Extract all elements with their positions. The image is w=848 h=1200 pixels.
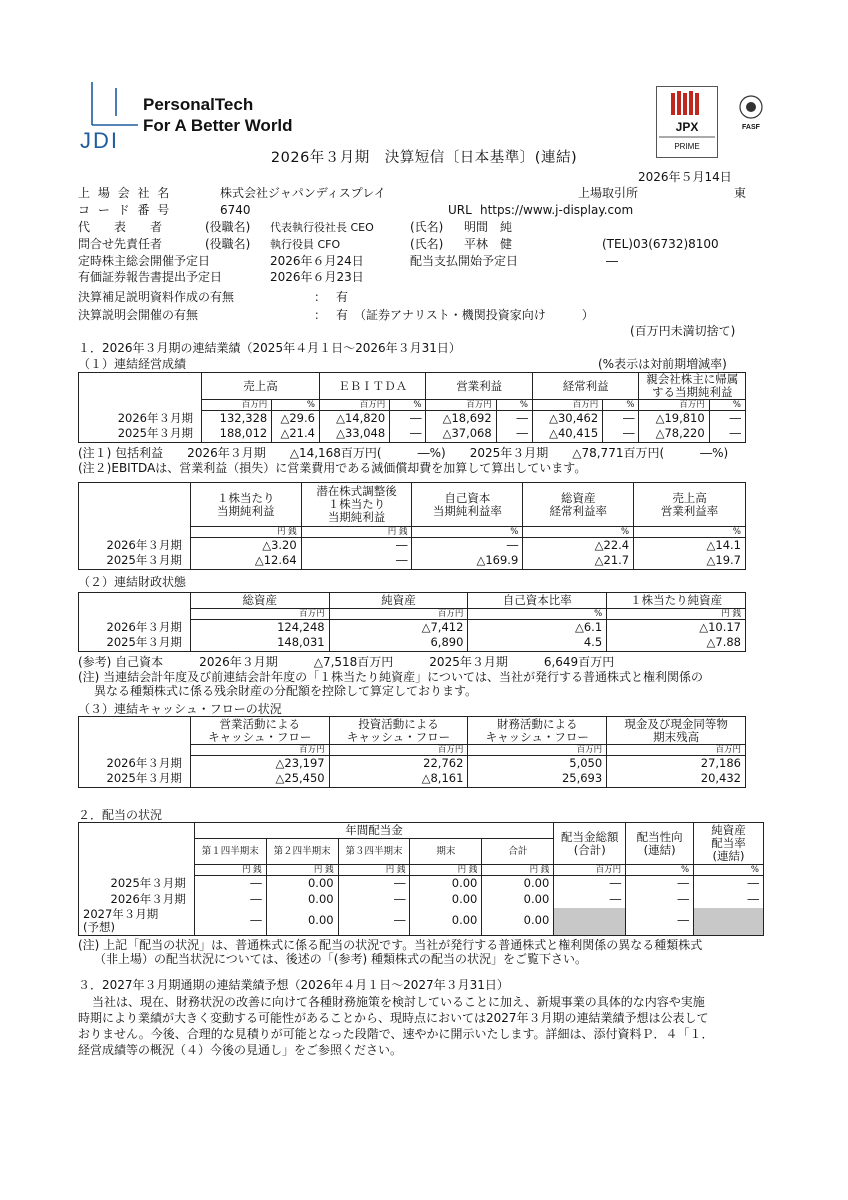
- unit-label: %: [523, 527, 634, 538]
- table-cell: ―: [496, 411, 532, 427]
- jdi-logo: [80, 80, 140, 150]
- table-cell: △30,462: [532, 411, 602, 427]
- table-cell: 25,693: [468, 772, 607, 788]
- th-total-assets: 総資産: [190, 593, 329, 609]
- row-label: 2025年３月期: [79, 427, 202, 443]
- jpx-prime-logo: [656, 86, 718, 158]
- logo-tagline: [143, 94, 293, 136]
- agm-date: 2026年６月24日: [270, 254, 364, 268]
- table-cell: △7.88: [607, 636, 746, 652]
- table-cell: ―: [301, 538, 412, 554]
- row-label: 2026年３月期: [79, 756, 191, 772]
- th-investing-cf: 投資活動による キャッシュ・フロー: [329, 717, 468, 745]
- corner-cell: [79, 373, 202, 411]
- table-cell: ―: [694, 892, 764, 908]
- section1-2-sub: （２）連結財政状態: [78, 575, 187, 589]
- section3-title: ３．2027年３月期通期の連結業績予想（2026年４月１日～2027年３月31日）: [78, 978, 509, 992]
- table-row: [79, 892, 764, 908]
- tel: (TEL)03(6732)8100: [602, 237, 719, 251]
- operating-results-table: [78, 372, 746, 443]
- table-cell: △29.6: [272, 411, 320, 427]
- brief-value: 有 （証券アナリスト・機関投資家向け ）: [336, 308, 594, 322]
- company-name: 株式会社ジャパンディスプレイ: [220, 186, 386, 200]
- th-payout-ratio: 配当性向 (連結): [626, 823, 694, 865]
- forecast-para-2: 時期により業績が大きく変動する可能性があることから、現時点においては2027年３月期の連結業績予想は公表して: [78, 1011, 709, 1025]
- unit-label: %: [390, 400, 426, 411]
- contact-label: 問合せ先責任者: [78, 237, 163, 251]
- th-diluted-eps: 潜在株式調整後 １株当たり 当期純利益: [301, 483, 412, 527]
- report-date-value: 2026年６月23日: [270, 270, 364, 284]
- table-cell: ―: [194, 908, 266, 936]
- corner-cell: [79, 593, 191, 620]
- fasf-label: FASF: [742, 124, 760, 131]
- th-op-margin: 売上高 営業利益率: [634, 483, 746, 527]
- url-label: URL: [448, 203, 472, 217]
- brief-label: 決算説明会開催の有無: [78, 308, 199, 322]
- th-q3: 第３四半期末: [338, 839, 410, 865]
- table-cell: ―: [603, 411, 639, 427]
- table-cell: ―: [412, 538, 523, 554]
- th-eps: １株当たり 当期純利益: [190, 483, 301, 527]
- unit-label: 百万円: [190, 745, 329, 756]
- url-link[interactable]: https://www.j-display.com: [480, 203, 634, 217]
- th-dividend-on-equity: 純資産 配当率 (連結): [694, 823, 764, 865]
- table-cell: △7,412: [329, 620, 468, 636]
- unit-label: 円 銭: [607, 609, 746, 620]
- unit-label: 百万円: [554, 865, 626, 876]
- table-cell: 132,328: [201, 411, 271, 427]
- table-cell: △6.1: [468, 620, 607, 636]
- row-label: 2025年３月期: [79, 554, 191, 570]
- table-row: [79, 427, 746, 443]
- table-row: [79, 756, 746, 772]
- row-label: 2026年３月期: [79, 411, 202, 427]
- rounding-note: (百万円未満切捨て): [630, 324, 736, 338]
- section1-3-sub: （３）連結キャッシュ・フローの状況: [78, 702, 282, 716]
- unit-label: 円 銭: [266, 865, 338, 876]
- table-cell: △22.4: [523, 538, 634, 554]
- unit-label: 円 銭: [338, 865, 410, 876]
- table-cell: 0.00: [410, 908, 482, 936]
- table-cell: ―: [390, 427, 426, 443]
- fasf-logo: [736, 94, 766, 132]
- page-title: 2026年３月期 決算短信〔日本基準〕(連結): [270, 150, 578, 166]
- table-cell: 0.00: [266, 892, 338, 908]
- table-cell: ―: [496, 427, 532, 443]
- th-sales: 売上高: [201, 373, 319, 400]
- unit-label: 百万円: [639, 400, 709, 411]
- unit-label: 百万円: [329, 745, 468, 756]
- th-roa: 総資産 経常利益率: [523, 483, 634, 527]
- table-row: [79, 554, 746, 570]
- code: 6740: [220, 203, 251, 217]
- table-cell: 27,186: [607, 756, 746, 772]
- agm-label: 定時株主総会開催予定日: [78, 254, 211, 268]
- unit-label: %: [496, 400, 532, 411]
- unit-label: 円 銭: [482, 865, 554, 876]
- unit-label: 百万円: [532, 400, 602, 411]
- th-ebitda: ＥＢＩＴＤＡ: [319, 373, 426, 400]
- unit-label: %: [709, 400, 745, 411]
- table-cell: △8,161: [329, 772, 468, 788]
- th-total-dividend: 配当金総額 (合計): [554, 823, 626, 865]
- table-cell: △78,220: [639, 427, 709, 443]
- contact-name: 平林 健: [464, 237, 513, 251]
- unit-label: %: [626, 865, 694, 876]
- supp-label: 決算補足説明資料作成の有無: [78, 290, 235, 304]
- unit-label: 円 銭: [190, 527, 301, 538]
- table-cell: △40,415: [532, 427, 602, 443]
- table-row: [79, 876, 764, 892]
- supp-value: 有: [336, 290, 349, 304]
- section1-sub: （１）連結経営成績: [78, 357, 187, 371]
- table-cell: △19,810: [639, 411, 709, 427]
- th-equity-ratio: 自己資本比率: [468, 593, 607, 609]
- table-cell: 0.00: [410, 892, 482, 908]
- unit-label: %: [694, 865, 764, 876]
- contact-title: 執行役員 CFO: [270, 238, 341, 251]
- corner-cell: [79, 483, 191, 538]
- table-cell: △19.7: [634, 554, 746, 570]
- table-row: [79, 908, 764, 936]
- forecast-para-4: 経営成績等の概況（４）今後の見通し」をご参照ください。: [78, 1043, 403, 1057]
- th-net-income: 親会社株主に帰属 する当期純利益: [639, 373, 746, 400]
- table-cell: 0.00: [410, 876, 482, 892]
- table-cell: △14.1: [634, 538, 746, 554]
- table-cell: 20,432: [607, 772, 746, 788]
- table-cell: △169.9: [412, 554, 523, 570]
- unit-label: 円 銭: [301, 527, 412, 538]
- table-cell: ―: [338, 908, 410, 936]
- rep-label: 代 表 者: [78, 220, 163, 234]
- rep-title-label: (役職名): [205, 220, 251, 234]
- table-cell: ―: [709, 427, 745, 443]
- table-cell: 0.00: [266, 876, 338, 892]
- table-cell: 5,050: [468, 756, 607, 772]
- unit-label: %: [468, 609, 607, 620]
- note3b: 異なる種類株式に係る残余財産の分配額を控除して算定しております。: [94, 684, 478, 698]
- company-label: 上 場 会 社 名: [78, 186, 172, 200]
- table-cell: ―: [603, 427, 639, 443]
- table-cell: ―: [338, 876, 410, 892]
- table-cell: [554, 908, 626, 936]
- table-cell: 0.00: [482, 908, 554, 936]
- table-cell: 188,012: [201, 427, 271, 443]
- th-operating-cf: 営業活動による キャッシュ・フロー: [190, 717, 329, 745]
- unit-label: %: [603, 400, 639, 411]
- per-share-table: [78, 482, 746, 570]
- forecast-para-3: おりません。今後、合理的な見積りが可能となった段階で、速やかに開示いたします。詳細は、添付資料Ｐ．４「１．: [78, 1027, 714, 1041]
- table-cell: △21.7: [523, 554, 634, 570]
- exchange: 東: [734, 186, 747, 200]
- div-start-label: 配当支払開始予定日: [410, 254, 519, 268]
- rep-title: 代表執行役社長 CEO: [270, 221, 374, 234]
- row-label: 2025年３月期: [79, 772, 191, 788]
- note4a: (注) 上記「配当の状況」は、普通株式に係る配当の状況です。当社が発行する普通株式と権利関係の異なる種類株式: [78, 938, 703, 952]
- rep-name-label: (氏名): [410, 220, 444, 234]
- dividends-table: [78, 822, 764, 936]
- row-label: 2025年３月期: [79, 876, 195, 892]
- table-cell: △14,820: [319, 411, 389, 427]
- th-q1: 第１四半期末: [194, 839, 266, 865]
- table-cell: 0.00: [482, 892, 554, 908]
- unit-label: 百万円: [319, 400, 389, 411]
- table-cell: △10.17: [607, 620, 746, 636]
- table-cell: 4.5: [468, 636, 607, 652]
- row-label: 2027年３月期 (予想): [79, 908, 195, 936]
- unit-label: 百万円: [201, 400, 271, 411]
- financial-position-table: [78, 592, 746, 652]
- table-cell: ―: [709, 411, 745, 427]
- table-cell: ―: [301, 554, 412, 570]
- table-cell: △12.64: [190, 554, 301, 570]
- table-cell: 22,762: [329, 756, 468, 772]
- report-label: 有価証券報告書提出予定日: [78, 270, 223, 284]
- unit-label: 百万円: [329, 609, 468, 620]
- table-cell: ―: [626, 876, 694, 892]
- th-net-assets: 純資産: [329, 593, 468, 609]
- div-start: ―: [606, 254, 618, 268]
- th-financing-cf: 財務活動による キャッシュ・フロー: [468, 717, 607, 745]
- table-cell: ―: [694, 876, 764, 892]
- unit-label: 百万円: [426, 400, 496, 411]
- row-label: 2026年３月期: [79, 620, 191, 636]
- note1: (注１) 包括利益 2026年３月期 △14,168百万円( ―%) 2025年３月期 △78,771百万円( ―%): [78, 446, 729, 460]
- brief-colon: ：: [314, 308, 327, 322]
- report-date: 2026年５月14日: [638, 170, 732, 184]
- table-cell: △33,048: [319, 427, 389, 443]
- code-label: コ ー ド 番 号: [78, 203, 172, 217]
- table-cell: ―: [554, 892, 626, 908]
- table-cell: ―: [626, 908, 694, 936]
- jpx-label: JPX: [675, 120, 699, 134]
- table-row: [79, 636, 746, 652]
- table-cell: ―: [390, 411, 426, 427]
- rep-name: 明間 純: [464, 220, 513, 234]
- forecast-para-1: 当社は、現在、財務状況の改善に向けて各種財務施策を検討していることに加え、新規事業の具体的な内容や実施: [92, 995, 705, 1009]
- row-label: 2026年３月期: [79, 892, 195, 908]
- corner-cell: [79, 717, 191, 756]
- table-cell: ―: [194, 876, 266, 892]
- contact-title-label: (役職名): [205, 237, 251, 251]
- table-cell: 124,248: [190, 620, 329, 636]
- jpx-prime: PRIME: [674, 142, 700, 151]
- logo-line2: For A Better World: [143, 116, 293, 135]
- th-bps: １株当たり純資産: [607, 593, 746, 609]
- table-cell: 6,890: [329, 636, 468, 652]
- unit-label: 円 銭: [194, 865, 266, 876]
- table-cell: △23,197: [190, 756, 329, 772]
- table-cell: △25,450: [190, 772, 329, 788]
- table-cell: 0.00: [266, 908, 338, 936]
- contact-name-label: (氏名): [410, 237, 444, 251]
- table-cell: △18,692: [426, 411, 496, 427]
- note4b: （非上場）の配当状況については、後述の「(参考) 種類株式の配当の状況」をご覧下さい。: [94, 952, 587, 966]
- table-row: [79, 772, 746, 788]
- supp-colon: ：: [314, 290, 327, 304]
- row-label: 2026年３月期: [79, 538, 191, 554]
- unit-label: %: [634, 527, 746, 538]
- th-cash-end: 現金及び現金同等物 期末残高: [607, 717, 746, 745]
- table-cell: △37,068: [426, 427, 496, 443]
- unit-label: %: [412, 527, 523, 538]
- logo-letters: JDI: [80, 128, 119, 150]
- section1-title: １．2026年３月期の連結業績（2025年４月１日～2026年３月31日）: [78, 341, 461, 355]
- table-cell: △21.4: [272, 427, 320, 443]
- row-label: 2025年３月期: [79, 636, 191, 652]
- table-cell: ―: [554, 876, 626, 892]
- th-year-end: 期末: [410, 839, 482, 865]
- table-row: [79, 411, 746, 427]
- table-row: [79, 538, 746, 554]
- unit-label: 円 銭: [410, 865, 482, 876]
- note3a: (注) 当連結会計年度及び前連結会計年度の「１株当たり純資産」については、当社が発行する普通株式と権利関係の: [78, 670, 703, 684]
- th-roe: 自己資本 当期純利益率: [412, 483, 523, 527]
- unit-label: 百万円: [468, 745, 607, 756]
- logo-line1: PersonalTech: [143, 95, 254, 114]
- cash-flow-table: [78, 716, 746, 788]
- unit-label: 百万円: [607, 745, 746, 756]
- th-q2: 第２四半期末: [266, 839, 338, 865]
- pct-note: (%表示は対前期増減率): [598, 357, 727, 371]
- th-annual-dividend: 年間配当金: [194, 823, 553, 839]
- table-cell: 148,031: [190, 636, 329, 652]
- exchange-label: 上場取引所: [578, 186, 639, 200]
- section2-title: ２．配当の状況: [78, 808, 163, 822]
- table-cell: △3.20: [190, 538, 301, 554]
- corner-cell: [79, 823, 195, 876]
- th-total: 合計: [482, 839, 554, 865]
- unit-label: 百万円: [190, 609, 329, 620]
- table-cell: ―: [626, 892, 694, 908]
- th-op-income: 営業利益: [426, 373, 533, 400]
- note2: (注２)EBITDAは、営業利益（損失）に営業費用である減価償却費を加算して算出しています。: [78, 461, 587, 475]
- table-cell: ―: [338, 892, 410, 908]
- table-cell: ―: [194, 892, 266, 908]
- unit-label: %: [272, 400, 320, 411]
- table-cell: 0.00: [482, 876, 554, 892]
- th-ord-income: 経常利益: [532, 373, 639, 400]
- table-cell: [694, 908, 764, 936]
- table-row: [79, 620, 746, 636]
- equity-ref: (参考) 自己資本 2026年３月期 △7,518百万円 2025年３月期 6,649百万円: [78, 655, 615, 669]
